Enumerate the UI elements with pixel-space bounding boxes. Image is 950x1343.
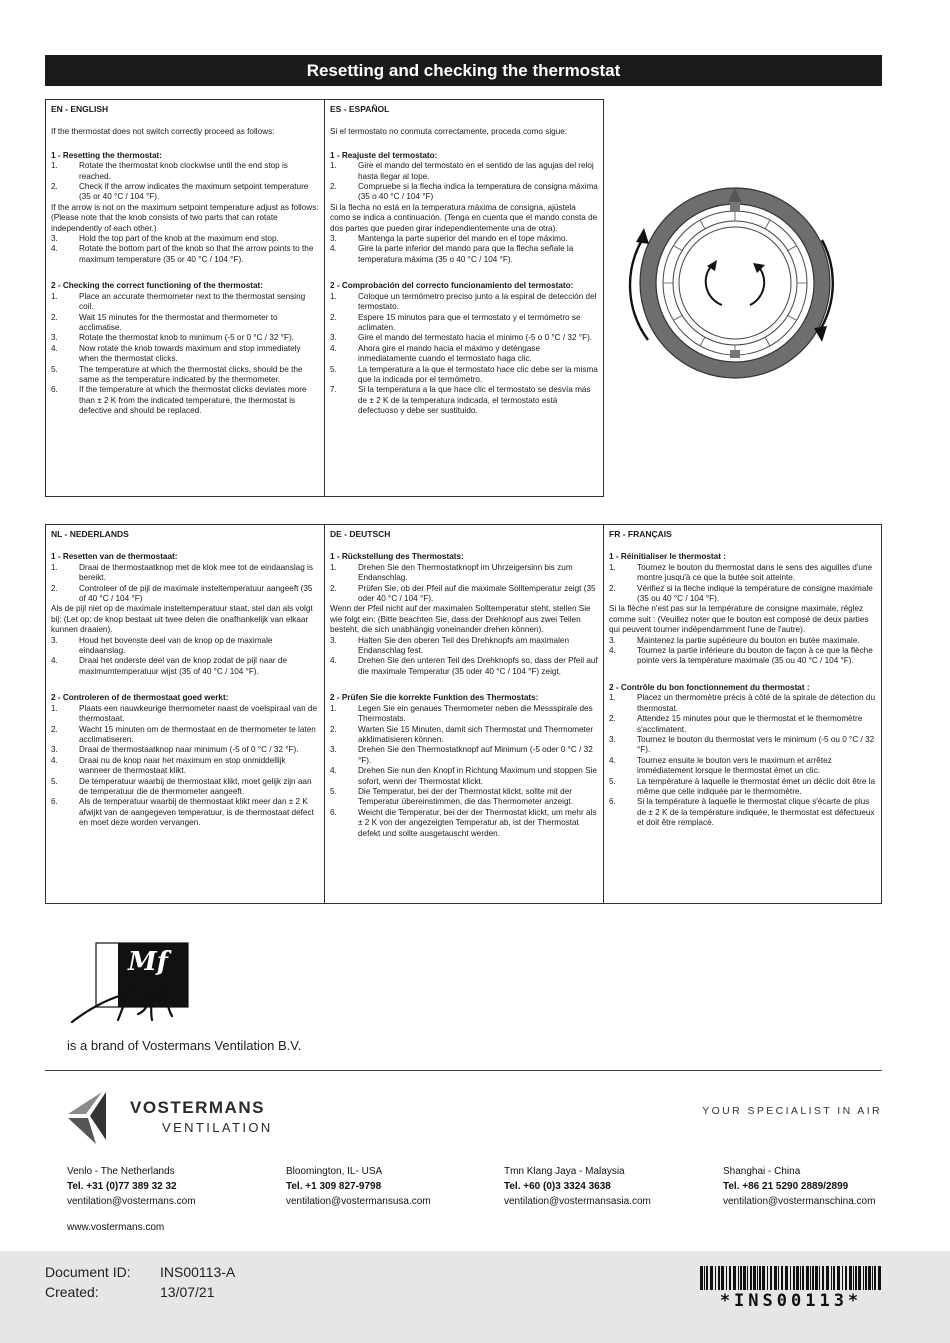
- step-item: [609, 714, 876, 735]
- mfnet-logo: [68, 940, 192, 1030]
- step-number: 3.: [609, 734, 616, 744]
- step-item: [330, 182, 598, 203]
- barcode-bar: [726, 1266, 727, 1290]
- step-number: 4.: [330, 343, 337, 353]
- step-text: Gire el mando del termostato hacia el mínimo (-5 o 0 °C / 32 °F).: [358, 333, 593, 343]
- office-city: Shanghai - China: [723, 1166, 801, 1177]
- step-number: 4.: [330, 766, 337, 776]
- brand-tagline: is a brand of Vostermans Ventilation B.V.: [67, 1038, 302, 1053]
- step-text: Tournez le bouton du thermostat vers le minimum (-5 ou 0 °C / 32 °F).: [637, 734, 875, 755]
- step-number: 1.: [330, 291, 337, 301]
- barcode-bar: [868, 1266, 871, 1290]
- office-phone: Tel. +60 (0)3 3324 3638: [504, 1181, 611, 1192]
- page-title: Resetting and checking the thermostat: [45, 55, 882, 86]
- step-number: 3.: [330, 745, 337, 755]
- step-text: Place an accurate thermometer next to the thermostat sensing coil.: [79, 291, 306, 312]
- step-item: [51, 333, 319, 343]
- step-text: Now rotate the knob towards maximum and stop immediately when the thermostat clicks.: [79, 343, 301, 364]
- step-item: [51, 244, 319, 265]
- barcode-bar: [740, 1266, 742, 1290]
- step-item: [609, 735, 876, 756]
- created-value: 13/07/21: [160, 1284, 215, 1300]
- step-text: Als de temperatuur waarbij de thermostaat klikt meer dan ± 2 K afwijkt van de aangegeven temperatuur, is de thermostaat defect en moet deze worden vervangen.: [79, 797, 314, 828]
- step-number: 1.: [330, 562, 337, 572]
- barcode-bar: [750, 1266, 752, 1290]
- step-number: 3.: [51, 635, 58, 645]
- step-number: 1.: [51, 703, 58, 713]
- barcode-bar: [878, 1266, 881, 1290]
- step-text: Drehen Sie den Thermostatknopf im Uhrzeigersinn bis zum Endanschlag.: [358, 562, 573, 583]
- step-number: 4.: [330, 656, 337, 666]
- barcode-bar: [845, 1266, 847, 1290]
- step-number: 4.: [609, 755, 616, 765]
- barcode-bar: [865, 1266, 867, 1290]
- step-text: Espere 15 minutos para que el termostato y el termómetro se aclimaten.: [358, 312, 581, 332]
- barcode-bar: [826, 1266, 829, 1290]
- barcode-bar: [718, 1266, 720, 1290]
- panel-header: EN - ENGLISH: [51, 104, 109, 114]
- step-number: 1.: [51, 562, 58, 572]
- step-item: [609, 646, 876, 667]
- step-item: [609, 636, 876, 646]
- barcode-bar: [842, 1266, 843, 1290]
- barcode-bar: [822, 1266, 824, 1290]
- section-title: 2 - Checking the correct functioning of the thermostat:: [51, 281, 263, 291]
- step-text: Wait 15 minutes for the thermostat and thermometer to acclimatise.: [79, 312, 278, 332]
- step-number: 4.: [51, 343, 58, 353]
- step-item: [330, 766, 598, 787]
- step-item: [51, 636, 319, 657]
- barcode-bar: [778, 1266, 779, 1290]
- step-text: Gire el mando del termostato en el sentido de las agujas del reloj hasta llegar al tope.: [358, 161, 594, 181]
- barcode-text: *INS00113*: [719, 1291, 863, 1311]
- step-text: Halten Sie den oberen Teil des Drehknopfs am maximalen Endanschlag fest.: [358, 635, 570, 656]
- step-item: [51, 745, 319, 755]
- step-item: [330, 313, 598, 334]
- step-text: Placez un thermomètre précis à côté de la spirale de détection du thermostat.: [637, 693, 876, 713]
- section-title: 1 - Resetten van de thermostaat:: [51, 552, 178, 562]
- step-item: [330, 745, 598, 766]
- barcode-bar: [706, 1266, 708, 1290]
- company-subtitle: VENTILATION: [162, 1120, 273, 1135]
- step-item: [330, 787, 598, 808]
- step-text: Vérifiez si la flèche indique la température de consigne maximale (35 ou 40 °C / 104 °F).: [637, 583, 873, 604]
- panel-english: [45, 99, 325, 497]
- step-number: 1.: [609, 693, 616, 703]
- panel-header: ES - ESPAÑOL: [330, 104, 390, 114]
- step-item: [51, 365, 319, 386]
- step-number: 5.: [51, 776, 58, 786]
- panel-header: NL - NEDERLANDS: [51, 529, 129, 539]
- step-item: [330, 725, 598, 746]
- step-text: Prüfen Sie, ob der Pfeil auf die maximale Solltemperatur zeigt (35 oder 40 °C / 104 °F).: [358, 583, 596, 604]
- website-link[interactable]: www.vostermans.com: [67, 1222, 165, 1233]
- office-email[interactable]: ventilation@vostermanschina.com: [723, 1196, 876, 1207]
- office-netherlands: [67, 1164, 196, 1209]
- step-text: Coloque un termómetro preciso junto a la espiral de detección del termostato.: [358, 291, 597, 312]
- step-number: 2.: [330, 182, 337, 192]
- panel-header: DE - DEUTSCH: [330, 529, 391, 539]
- section-note: If the arrow is not on the maximum setpoint temperature adjust as follows: (Please note that the knob consists of two parts that can rotate independently of each other.): [51, 202, 319, 233]
- step-text: Draai de thermostaatknop met de klok mee tot de eindaanslag is bereikt.: [79, 562, 313, 583]
- section-title: 1 - Reajuste del termostato:: [330, 150, 438, 160]
- barcode-bar: [802, 1266, 804, 1290]
- created-label: Created:: [45, 1284, 99, 1300]
- barcode-bar: [833, 1266, 835, 1290]
- document-id-value: INS00113-A: [160, 1264, 236, 1280]
- step-item: [330, 584, 598, 605]
- step-text: Controleer of de pijl de maximale insteltemperatuur aangeeft (35 of 40 °C / 104 °F): [79, 583, 313, 604]
- thermostat-knob-illustration: [620, 180, 835, 385]
- step-text: Hold the top part of the knob at the maximum end stop.: [79, 234, 279, 244]
- step-number: 4.: [51, 656, 58, 666]
- barcode-bar: [796, 1266, 799, 1290]
- step-item: [609, 563, 876, 584]
- barcode-bar: [849, 1266, 852, 1290]
- step-number: 3.: [51, 234, 58, 244]
- step-item: [330, 234, 598, 244]
- step-text: Legen Sie ein genaues Thermometer neben die Messspirale des Thermostats.: [358, 703, 593, 724]
- step-text: Tournez ensuite le bouton vers le maximum et arrêtez immédiatement lorsque le thermostat émet un clic.: [637, 755, 832, 776]
- step-item: [330, 808, 598, 839]
- step-number: 3.: [51, 333, 58, 343]
- step-text: Rotate the bottom part of the knob so that the arrow points to the maximum temperature (35 or 40 °C / 104 °F).: [79, 244, 314, 264]
- barcode-bar: [767, 1266, 768, 1290]
- step-item: [609, 584, 876, 605]
- step-item: [609, 756, 876, 777]
- step-text: Drehen Sie den Thermostatknopf auf Minimum (-5 oder 0 °C / 32 °F).: [358, 745, 593, 765]
- barcode-bar: [710, 1266, 713, 1290]
- barcode-bar: [815, 1266, 818, 1290]
- step-text: Gire la parte inferior del mando para que la flecha señale la temperatura máxima (35 o 40 °C / 104 °F).: [358, 244, 574, 264]
- section-note: Si la flecha no está en la temperatura máxima de consigna, ajústela como se indica a continuación. (Tenga en cuenta que el mando consta de dos partes que pueden girar independientemente una de otra).: [330, 202, 598, 233]
- step-item: [51, 344, 319, 365]
- office-china: [723, 1164, 875, 1209]
- panel-intro: Si el termostato no conmuta correctamente, proceda como sigue:: [330, 127, 568, 137]
- step-text: La temperatura a la que el termostato hace clic debe ser la misma que la indicada por el termómetro.: [358, 364, 598, 384]
- step-text: Attendez 15 minutes pour que le thermostat et le thermomètre s'acclimatent.: [637, 714, 863, 734]
- office-email[interactable]: ventilation@vostermansusa.com: [286, 1196, 431, 1207]
- step-text: Ahora gire el mando hacia el máximo y deténgase inmediatamente cuando el termostato haga clic.: [358, 343, 541, 364]
- step-number: 2.: [51, 583, 58, 593]
- step-number: 6.: [330, 807, 337, 817]
- step-item: [51, 313, 319, 334]
- section-note: Wenn der Pfeil nicht auf der maximalen Solltemperatur steht, stellen Sie wie folgt ein: (Bitte beachten Sie, dass der Drehknopf aus zwei Teilen besteht, die sich unabhängig voneinander drehen können).: [330, 604, 591, 635]
- step-number: 5.: [609, 776, 616, 786]
- step-item: [330, 365, 598, 386]
- step-text: De temperatuur waarbij de thermostaat klikt, moet gelijk zijn aan de temperatuur die de thermometer aangeeft.: [79, 776, 312, 796]
- step-item: [51, 725, 319, 746]
- step-item: [51, 182, 319, 203]
- section-title: 2 - Controleren of de thermostaat goed werkt:: [51, 693, 229, 703]
- step-text: Check if the arrow indicates the maximum setpoint temperature (35 or 40 °C / 104 °F).: [79, 182, 309, 202]
- barcode-bar: [837, 1266, 840, 1290]
- step-text: Draai de thermostaatknop naar minimum (-5 of 0 °C / 32 °F).: [79, 745, 299, 755]
- step-number: 6.: [51, 797, 58, 807]
- barcode-bar: [781, 1266, 783, 1290]
- step-text: Rotate the thermostat knob to minimum (-5 or 0 °C / 32 °F).: [79, 333, 294, 343]
- barcode-bar: [810, 1266, 811, 1290]
- barcode-bar: [715, 1266, 716, 1290]
- step-number: 1.: [51, 291, 58, 301]
- section-title: 1 - Resetting the thermostat:: [51, 150, 162, 160]
- barcode-bar: [753, 1266, 756, 1290]
- step-item: [330, 333, 598, 343]
- step-text: Tournez la partie inférieure du bouton de façon à ce que la flèche pointe vers la température maximale (35 ou 40 °C / 104 °F).: [637, 646, 873, 666]
- barcode-bar: [806, 1266, 809, 1290]
- step-item: [330, 292, 598, 313]
- barcode-bar: [874, 1266, 876, 1290]
- step-item: [51, 161, 319, 182]
- company-slogan: YOUR SPECIALIST IN AIR: [702, 1105, 882, 1117]
- step-number: 1.: [330, 161, 337, 171]
- barcode-bar: [819, 1266, 820, 1290]
- step-number: 2.: [330, 583, 337, 593]
- step-number: 2.: [330, 724, 337, 734]
- footer-divider: [45, 1070, 882, 1071]
- panel-german: [324, 524, 604, 904]
- step-text: Weicht die Temperatur, bei der der Thermostat klickt, um mehr als ± 2 K von der angezeigten Temperatur ab, ist der Thermostat defekt und sollte ausgetauscht werden.: [358, 807, 597, 838]
- step-number: 4.: [609, 646, 616, 656]
- document-barcode: [700, 1266, 882, 1290]
- step-item: [330, 563, 598, 584]
- step-number: 1.: [609, 562, 616, 572]
- barcode-bar: [743, 1266, 746, 1290]
- vostermans-logo-icon: [66, 1090, 122, 1146]
- barcode-bar: [863, 1266, 864, 1290]
- step-item: [330, 344, 598, 365]
- step-item: [330, 704, 598, 725]
- barcode-bar: [858, 1266, 861, 1290]
- barcode-bar: [770, 1266, 772, 1290]
- office-phone: Tel. +86 21 5290 2889/2899: [723, 1181, 849, 1192]
- step-text: If the temperature at which the thermostat clicks deviates more than ± 2 K from the indicated temperature, the thermostat is defective and should be replaced.: [79, 385, 307, 416]
- step-text: Si la température à laquelle le thermostat clique s'écarte de plus de ± 2 K de la température indiquée, le thermostat est défectueux et doit être remplacé.: [637, 797, 875, 828]
- step-text: Draai nu de knop naar het maximum en stop onmiddellijk wanneer de thermostaat klikt.: [79, 755, 286, 776]
- panel-spanish: [324, 99, 604, 497]
- barcode-bar: [800, 1266, 801, 1290]
- barcode-bar: [733, 1266, 736, 1290]
- step-item: [51, 385, 319, 416]
- barcode-bar: [872, 1266, 873, 1290]
- step-number: 3.: [330, 333, 337, 343]
- office-malaysia: [504, 1164, 651, 1209]
- step-item: [51, 584, 319, 605]
- barcode-bar: [853, 1266, 854, 1290]
- step-item: [330, 656, 598, 677]
- section-title: 1 - Réinitialiser le thermostat :: [609, 552, 726, 562]
- section-note: Si la flèche n'est pas sur la température de consigne maximale, réglez comme suit : (Veuillez noter que le bouton est composé de deux parties qui peuvent tourner indépendamment l'une de l'autre).: [609, 604, 869, 635]
- step-text: Si la temperatura a la que hace clic el termostato se desvía más de ± 2 K de la temperatura indicada, el termostato está defectuoso y debe ser sustituido.: [358, 385, 591, 416]
- section-note: Als de pijl niet op de maximale insteltemperatuur staat, stel dan als volgt bij: (Let op: de knop bestaat uit twee delen die onafhankelijk van elkaar kunnen draaien).: [51, 604, 313, 635]
- barcode-bar: [729, 1266, 731, 1290]
- step-text: Drehen Sie den unteren Teil des Drehknopfs so, dass der Pfeil auf die maximale Temperatur (35 oder 40 °C / 104 °F) zeigt.: [358, 656, 598, 676]
- step-item: [51, 777, 319, 798]
- step-number: 7.: [330, 385, 337, 395]
- barcode-bar: [831, 1266, 832, 1290]
- step-text: Plaats een nauwkeurige thermometer naast de voelspiraal van de thermostaat.: [79, 703, 318, 724]
- step-number: 2.: [609, 714, 616, 724]
- step-item: [330, 161, 598, 182]
- step-number: 2.: [51, 312, 58, 322]
- step-number: 2.: [609, 583, 616, 593]
- section-title: 2 - Contrôle du bon fonctionnement du thermostat :: [609, 682, 810, 692]
- step-number: 4.: [51, 755, 58, 765]
- step-number: 2.: [51, 724, 58, 734]
- step-number: 5.: [330, 364, 337, 374]
- barcode-bar: [812, 1266, 814, 1290]
- step-item: [330, 244, 598, 265]
- barcode-bar: [721, 1266, 724, 1290]
- barcode-bar: [700, 1266, 703, 1290]
- step-text: Draai het onderste deel van de knop zodat de pijl naar de maximumtemperatuur wijst (35 of 40 °C / 104 °F).: [79, 656, 288, 676]
- step-number: 3.: [330, 234, 337, 244]
- panel-dutch: [45, 524, 325, 904]
- step-text: Maintenez la partie supérieure du bouton en butée maximale.: [637, 635, 860, 645]
- barcode-bar: [738, 1266, 739, 1290]
- step-text: Warten Sie 15 Minuten, damit sich Thermostat und Thermometer akklimatisieren können.: [358, 724, 594, 744]
- barcode-bar: [747, 1266, 748, 1290]
- panel-header: FR - FRANÇAIS: [609, 529, 672, 539]
- office-email[interactable]: ventilation@vostermans.com: [67, 1196, 196, 1207]
- office-city: Tmn Klang Jaya - Malaysia: [504, 1166, 625, 1177]
- step-item: [51, 563, 319, 584]
- step-text: Rotate the thermostat knob clockwise until the end stop is reached.: [79, 161, 288, 181]
- office-email[interactable]: ventilation@vostermansasia.com: [504, 1196, 651, 1207]
- step-item: [609, 797, 876, 828]
- step-item: [609, 777, 876, 798]
- step-item: [51, 234, 319, 244]
- step-number: 6.: [51, 385, 58, 395]
- svg-text:Mf: Mf: [128, 947, 168, 977]
- office-usa: [286, 1164, 431, 1209]
- barcode-bar: [785, 1266, 788, 1290]
- office-city: Bloomington, IL- USA: [286, 1166, 383, 1177]
- office-phone: Tel. +1 309 827-9798: [286, 1181, 382, 1192]
- section-title: 2 - Comprobación del correcto funcionamiento del termostato:: [330, 281, 574, 291]
- step-item: [330, 636, 598, 657]
- step-item: [51, 656, 319, 677]
- barcode-bar: [759, 1266, 761, 1290]
- document-id-label: Document ID:: [45, 1264, 131, 1280]
- office-phone: Tel. +31 (0)77 389 32 32: [67, 1181, 177, 1192]
- step-number: 3.: [51, 745, 58, 755]
- step-number: 1.: [330, 703, 337, 713]
- step-text: Tournez le bouton du thermostat dans le sens des aiguilles d'une montre jusqu'à ce que la butée soit atteinte.: [637, 562, 873, 583]
- step-item: [609, 693, 876, 714]
- step-text: Houd het bovenste deel van de knop op de maximale eindaanslag.: [79, 635, 273, 656]
- section-title: 1 - Rückstellung des Thermostats:: [330, 552, 464, 562]
- step-number: 4.: [51, 244, 58, 254]
- step-item: [51, 797, 319, 828]
- step-item: [51, 704, 319, 725]
- step-number: 2.: [330, 312, 337, 322]
- step-item: [330, 385, 598, 416]
- step-number: 2.: [51, 182, 58, 192]
- barcode-bar: [757, 1266, 758, 1290]
- barcode-bar: [793, 1266, 795, 1290]
- panel-french: [603, 524, 882, 904]
- step-item: [51, 756, 319, 777]
- step-text: Drehen Sie nun den Knopf in Richtung Maximum und stoppen Sie sofort, wenn der Thermostat klickt.: [358, 766, 597, 786]
- knob-grip: [663, 211, 807, 355]
- barcode-bar: [774, 1266, 777, 1290]
- step-number: 5.: [330, 786, 337, 796]
- step-number: 6.: [609, 797, 616, 807]
- office-city: Venlo - The Netherlands: [67, 1166, 175, 1177]
- step-number: 3.: [609, 635, 616, 645]
- step-text: La température à laquelle le thermostat émet un déclic doit être la même que celle indiquée par le thermomètre.: [637, 776, 876, 796]
- step-number: 4.: [330, 244, 337, 254]
- step-number: 5.: [51, 364, 58, 374]
- step-text: Die Temperatur, bei der der Thermostat klickt, sollte mit der Temperatur übereinstimmen, die das Thermometer anzeigt.: [358, 786, 574, 807]
- barcode-bar: [704, 1266, 705, 1290]
- panel-intro: If the thermostat does not switch correctly proceed as follows:: [51, 127, 275, 137]
- step-number: 3.: [330, 635, 337, 645]
- step-item: [51, 292, 319, 313]
- barcode-bar: [790, 1266, 791, 1290]
- barcode-bar: [855, 1266, 857, 1290]
- company-name: VOSTERMANS: [130, 1098, 265, 1117]
- step-text: Mantenga la parte superior del mando en el tope máximo.: [358, 234, 568, 244]
- step-number: 1.: [51, 161, 58, 171]
- barcode-bar: [762, 1266, 765, 1290]
- step-text: Compruebe si la flecha indica la temperatura de consigna máxima (35 o 40 °C / 104 °F): [358, 182, 598, 202]
- section-title: 2 - Prüfen Sie die korrekte Funktion des Thermostats:: [330, 693, 539, 703]
- step-text: Wacht 15 minuten om de thermostaat en de thermometer te laten acclimatiseren.: [79, 724, 316, 744]
- step-text: The temperature at which the thermostat clicks, should be the same as the temperature indicated by the thermometer.: [79, 364, 303, 384]
